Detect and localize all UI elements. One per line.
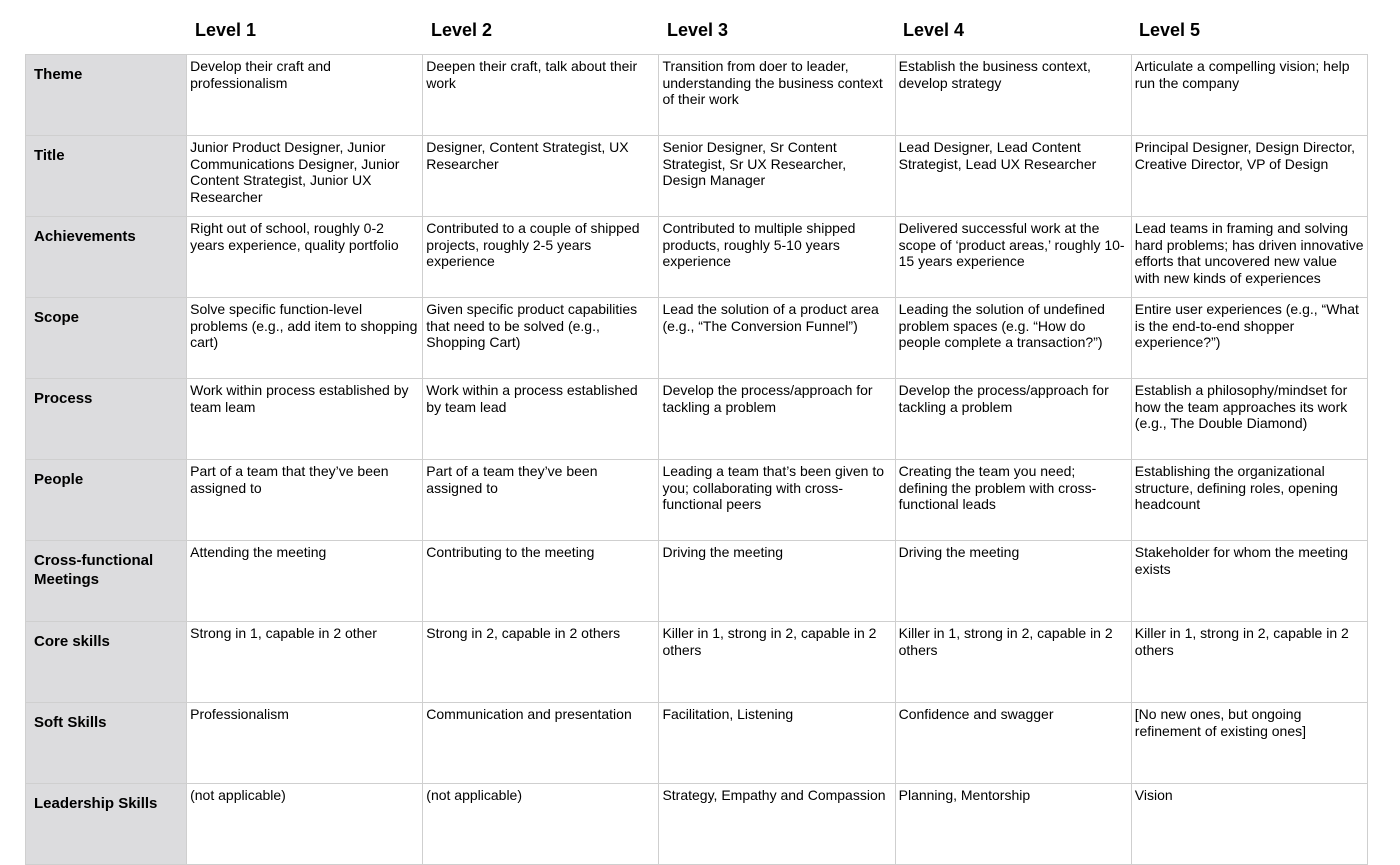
table-cell: Articulate a compelling vision; help run the company	[1131, 55, 1367, 136]
table-cell: Transition from doer to leader, understanding the business context of their work	[659, 55, 895, 136]
table-row	[26, 703, 1368, 784]
table-cell: Deepen their craft, talk about their work	[423, 55, 659, 136]
table-cell: Communication and presentation	[423, 703, 659, 784]
row-label: Leadership Skills	[26, 784, 187, 865]
row-label: Achievements	[26, 217, 187, 298]
table-cell: Contributed to a couple of shipped projects, roughly 2-5 years experience	[423, 217, 659, 298]
table-cell: Confidence and swagger	[895, 703, 1131, 784]
table-row	[26, 622, 1368, 703]
table-cell: (not applicable)	[187, 784, 423, 865]
table-row	[26, 55, 1368, 136]
table-cell: Develop the process/approach for tackling a problem	[659, 379, 895, 460]
table-cell: Entire user experiences (e.g., “What is the end-to-end shopper experience?”)	[1131, 298, 1367, 379]
row-label: Process	[26, 379, 187, 460]
table-cell: Develop the process/approach for tackling a problem	[895, 379, 1131, 460]
level-5-header: Level 5	[1139, 20, 1201, 40]
table-cell: Planning, Mentorship	[895, 784, 1131, 865]
table-cell: [No new ones, but ongoing refinement of existing ones]	[1131, 703, 1367, 784]
table-cell: Attending the meeting	[187, 541, 423, 622]
table-cell: Killer in 1, strong in 2, capable in 2 others	[895, 622, 1131, 703]
table-cell: (not applicable)	[423, 784, 659, 865]
table-cell: Work within process established by team leam	[187, 379, 423, 460]
table-cell: Establish the business context, develop strategy	[895, 55, 1131, 136]
row-label: Scope	[26, 298, 187, 379]
table-cell: Lead the solution of a product area (e.g., “The Conversion Funnel”)	[659, 298, 895, 379]
table-cell: Given specific product capabilities that need to be solved (e.g., Shopping Cart)	[423, 298, 659, 379]
table-cell: Creating the team you need; defining the problem with cross-functional leads	[895, 460, 1131, 541]
table-cell: Strong in 1, capable in 2 other	[187, 622, 423, 703]
row-label: Theme	[26, 55, 187, 136]
table-cell: Part of a team that they’ve been assigned to	[187, 460, 423, 541]
level-1-header: Level 1	[195, 20, 257, 40]
table-row	[26, 460, 1368, 541]
table-cell: Leading the solution of undefined problem spaces (e.g. “How do people complete a transaction?”)	[895, 298, 1131, 379]
table-row	[26, 298, 1368, 379]
table-cell: Vision	[1131, 784, 1367, 865]
row-label: Soft Skills	[26, 703, 187, 784]
level-2-header: Level 2	[431, 20, 493, 40]
table-row	[26, 136, 1368, 217]
table-cell: Strong in 2, capable in 2 others	[423, 622, 659, 703]
table-cell: Contributed to multiple shipped products, roughly 5-10 years experience	[659, 217, 895, 298]
row-label: Title	[26, 136, 187, 217]
table-cell: Professionalism	[187, 703, 423, 784]
table-body	[26, 55, 1368, 865]
table-cell: Designer, Content Strategist, UX Researcher	[423, 136, 659, 217]
table-cell: Driving the meeting	[659, 541, 895, 622]
table-cell: Leading a team that’s been given to you; collaborating with cross-functional peers	[659, 460, 895, 541]
row-label: Cross-functional Meetings	[26, 541, 187, 622]
table-cell: Establish a philosophy/mindset for how the team approaches its work (e.g., The Double Diamond)	[1131, 379, 1367, 460]
table-cell: Driving the meeting	[895, 541, 1131, 622]
career-levels-table	[25, 54, 1368, 865]
table-cell: Part of a team they’ve been assigned to	[423, 460, 659, 541]
table-cell: Delivered successful work at the scope of ‘product areas,’ roughly 10-15 years experience	[895, 217, 1131, 298]
table-cell: Lead Designer, Lead Content Strategist, Lead UX Researcher	[895, 136, 1131, 217]
table-cell: Principal Designer, Design Director, Creative Director, VP of Design	[1131, 136, 1367, 217]
table-cell: Senior Designer, Sr Content Strategist, Sr UX Researcher, Design Manager	[659, 136, 895, 217]
table-cell: Killer in 1, strong in 2, capable in 2 others	[1131, 622, 1367, 703]
table-cell: Contributing to the meeting	[423, 541, 659, 622]
table-cell: Junior Product Designer, Junior Communications Designer, Junior Content Strategist, Junior UX Researcher	[187, 136, 423, 217]
table-cell: Lead teams in framing and solving hard problems; has driven innovative efforts that uncovered new value with new kinds of experiences	[1131, 217, 1367, 298]
level-3-header: Level 3	[667, 20, 729, 40]
table-row	[26, 784, 1368, 865]
table-cell: Establishing the organizational structure, defining roles, opening headcount	[1131, 460, 1367, 541]
table-row	[26, 379, 1368, 460]
row-label: Core skills	[26, 622, 187, 703]
table-cell: Work within a process established by team lead	[423, 379, 659, 460]
level-4-header: Level 4	[903, 20, 965, 40]
table-cell: Develop their craft and professionalism	[187, 55, 423, 136]
table-cell: Solve specific function-level problems (e.g., add item to shopping cart)	[187, 298, 423, 379]
table-cell: Strategy, Empathy and Compassion	[659, 784, 895, 865]
level-header-row	[0, 20, 1400, 50]
table-cell: Killer in 1, strong in 2, capable in 2 others	[659, 622, 895, 703]
table-cell: Facilitation, Listening	[659, 703, 895, 784]
table-cell: Stakeholder for whom the meeting exists	[1131, 541, 1367, 622]
table-row	[26, 217, 1368, 298]
table-row	[26, 541, 1368, 622]
table-cell: Right out of school, roughly 0-2 years experience, quality portfolio	[187, 217, 423, 298]
row-label: People	[26, 460, 187, 541]
